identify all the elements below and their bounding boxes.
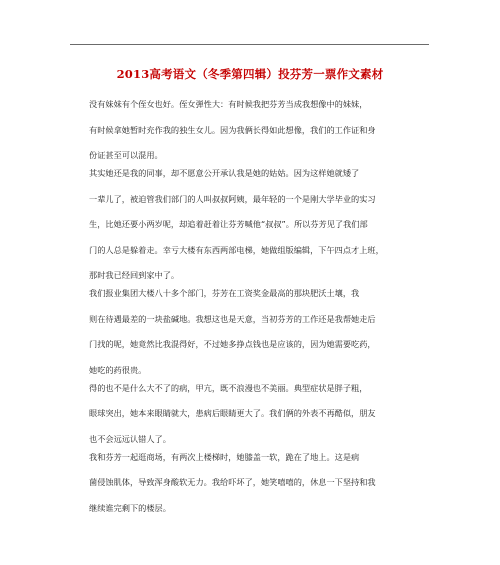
document-title: 2013高考语文（冬季第四辑）投芬芳一票作文素材 — [116, 67, 384, 81]
text-line: 得的也不是什么大不了的病，甲亢，既不浪漫也不美丽。典型症状是胖子粗， — [89, 382, 368, 393]
text-line: 眼球突出，她本来眼睛就大，患病后眼睛更大了。我们俩的外表不再酷似，朋友 — [89, 408, 376, 418]
paragraph — [89, 452, 419, 514]
text-line: 也不会远远认错人了。 — [89, 433, 171, 444]
text-line: 她吃的药很贵。 — [89, 364, 147, 375]
text-line: 一辈儿了，被迫管我们部门的人叫叔叔阿姨，最年轻的一个是刚大学毕业的实习 — [89, 193, 376, 204]
text-line: 有时候拿她暂时充作我的独生女儿。因为我俩长得如此想像，我们的工作证和身 — [89, 124, 376, 135]
text-line: 没有妹妹有个侄女也好。侄女弹性大：有时候我把芬芳当成我想像中的妹妹， — [89, 99, 368, 109]
text-line: 继续谁完剩下的楼层。 — [89, 502, 171, 513]
document-body — [89, 99, 419, 521]
text-line: 份证甚至可以混用。 — [89, 150, 163, 160]
text-line: 生，比她还要小两岁呢，却追着赶着让芬芳喊他“叔叔”。所以芬芳见了我们部 — [89, 219, 368, 229]
paragraph — [89, 168, 419, 281]
text-line: 那时我已经回到家中了。 — [89, 270, 180, 280]
text-line: 我们报业集团大楼八十多个部门，芬芳在工资奖金最高的那块肥沃土壤，我 — [89, 288, 360, 298]
text-line: 我和芬芳一起逛商场，有两次上楼梯时，她膝盖一软，跪在了地上。这是病 — [89, 451, 360, 462]
text-line: 菌侵蚀肌体，导致浑身酸软无力。我给吓坏了，她笑嘻嘻的，休息一下坚持和我 — [89, 477, 376, 487]
text-line: 门的人总是躲着走。幸亏大楼有东西两部电梯，她做组版编辑，下午四点才上班， — [89, 244, 384, 255]
paragraph — [89, 383, 419, 445]
text-line: 门找的呢，她竟然比我混得好，不过她多挣点钱也是应该的，因为她需要吃药， — [89, 339, 376, 349]
text-line: 其实她还是我的同事，却不愿意公开承认我是她的姑姑。因为这样她就矮了 — [89, 168, 360, 178]
header-rule — [70, 44, 429, 45]
paragraph — [89, 99, 419, 161]
paragraph — [89, 288, 419, 376]
text-line: 则在待遇最差的一块盐碱地。我想这也是天意，当初芬芳的工作还是我帮她走后 — [89, 313, 376, 324]
